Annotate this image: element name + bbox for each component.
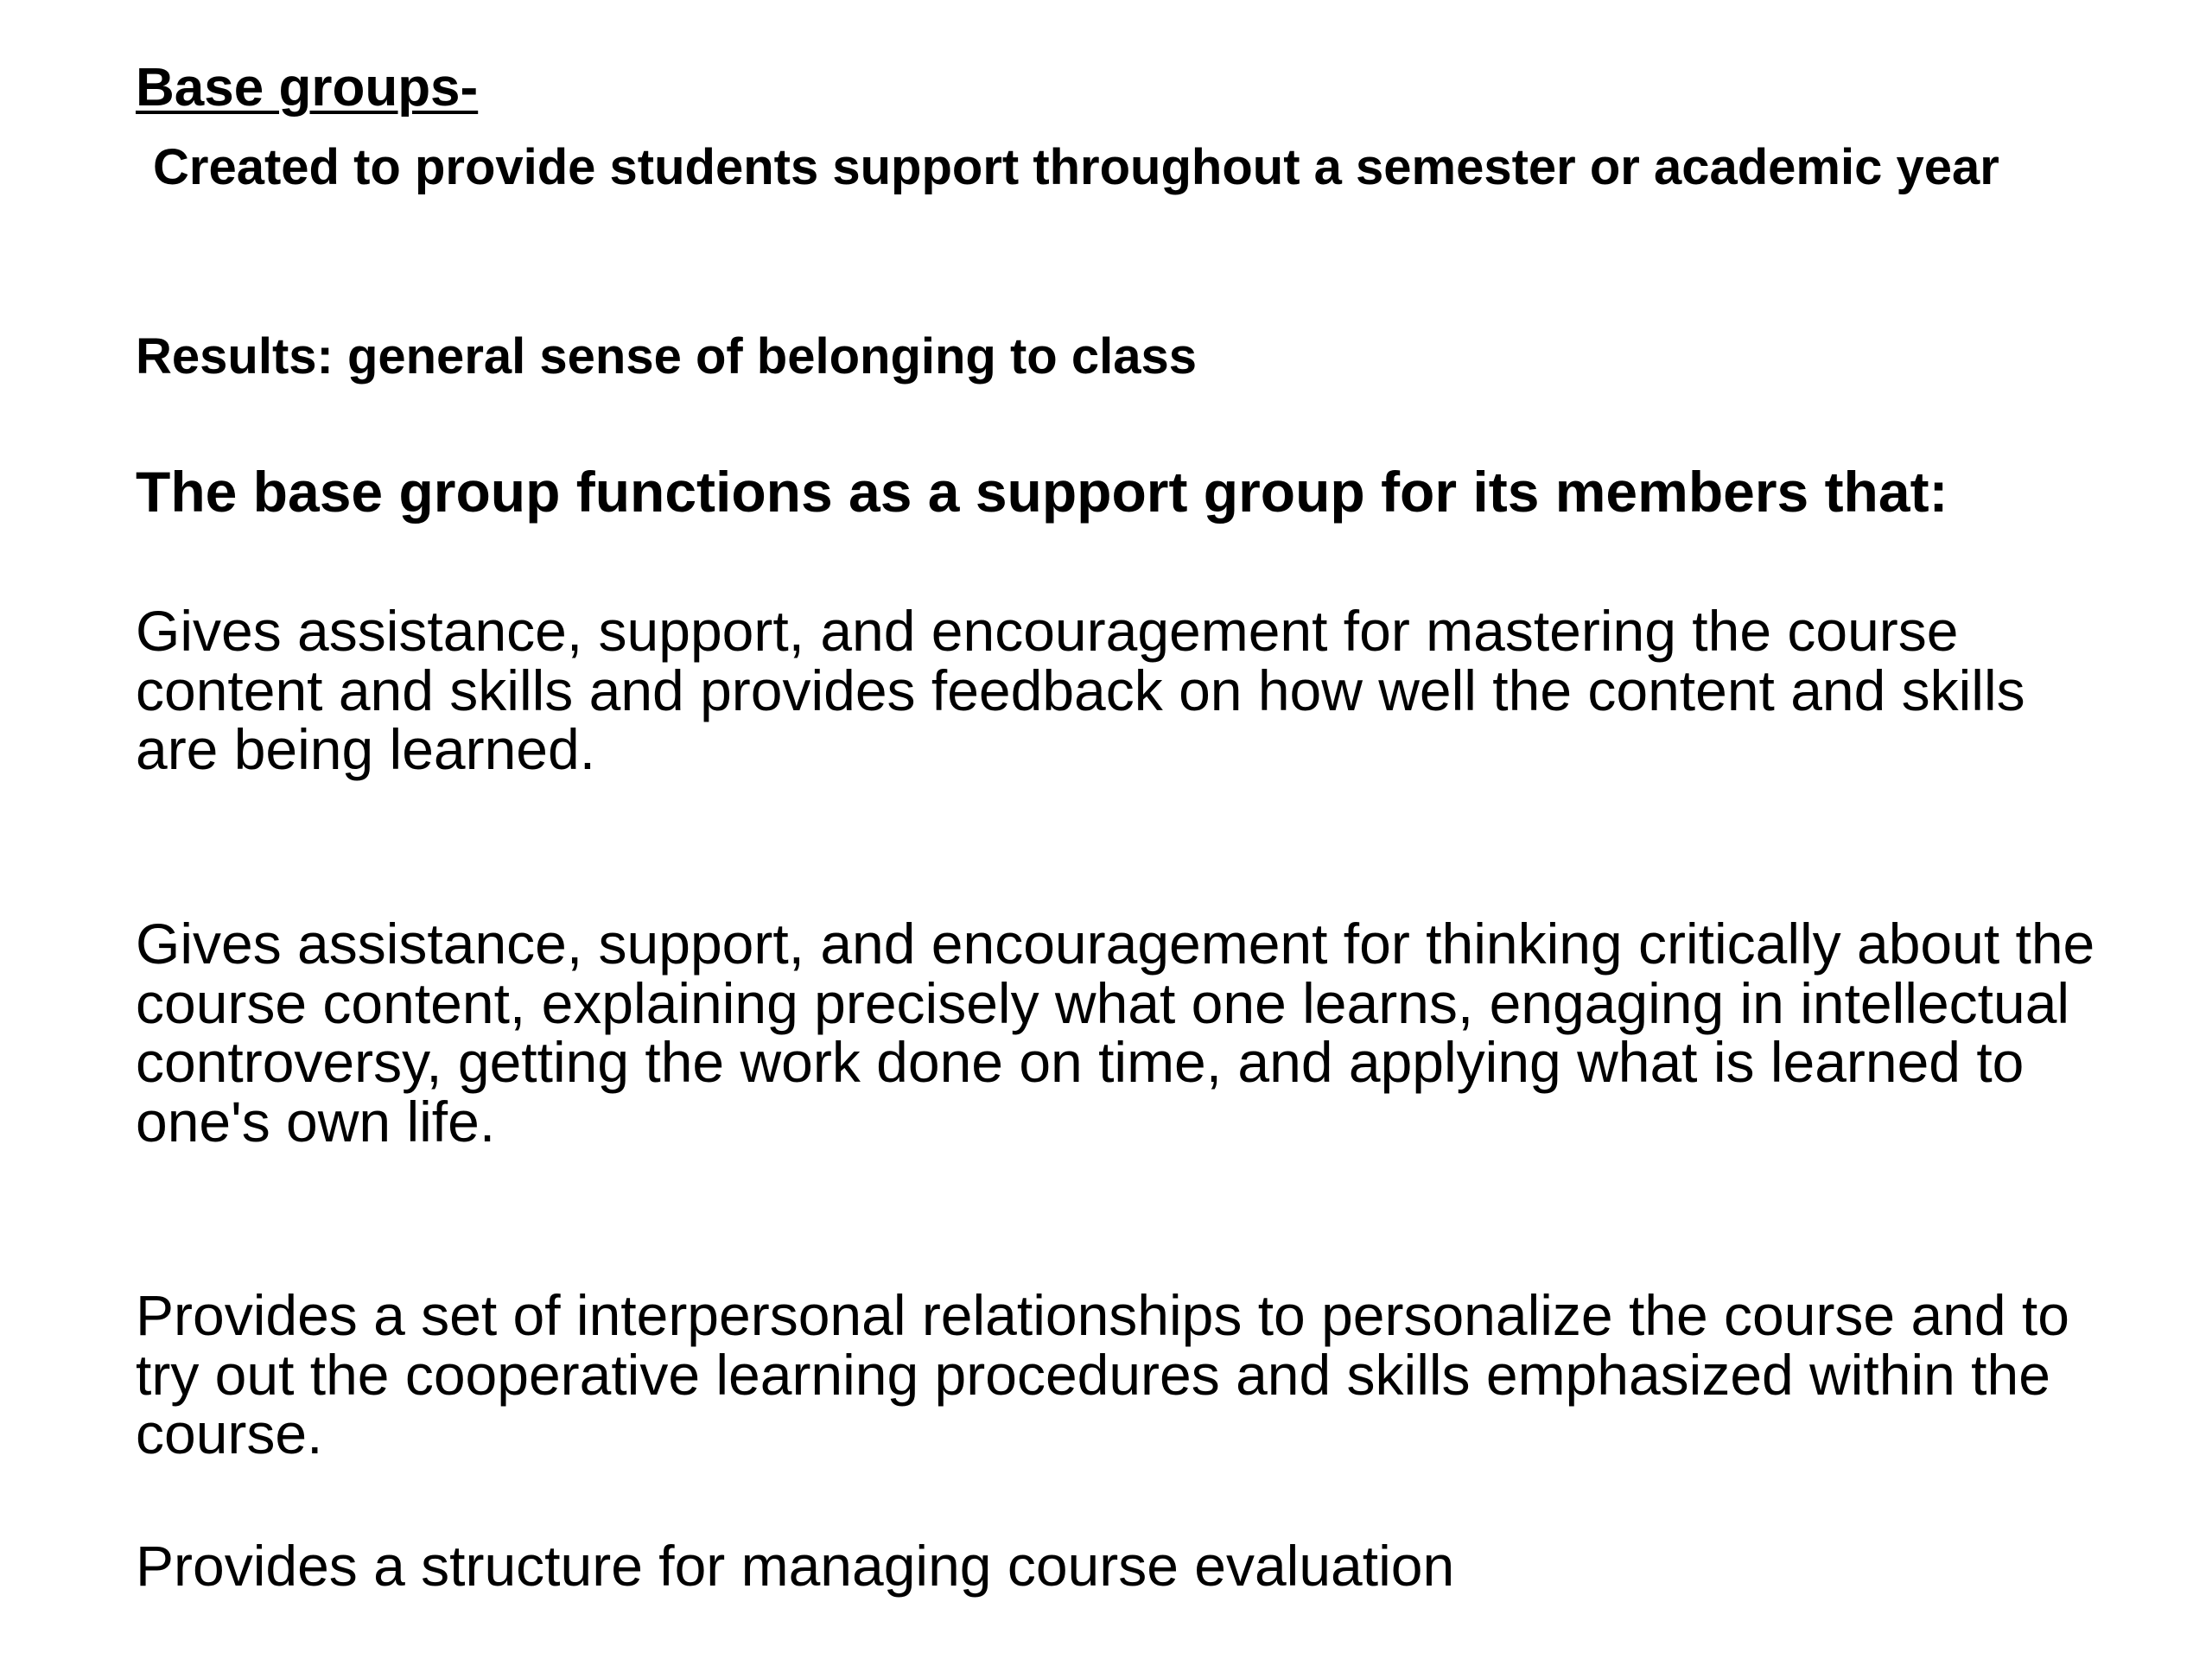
slide-subtitle [136,140,2123,196]
intro-heading: The base group functions as a support group for its members that: [136,460,1948,524]
paragraph-thinking-critically: Gives assistance, support, and encouragement for thinking critically about the course content, explaining precisely what one learns, engaging in intellectual controversy, getting the work done on time, and applying what is learned to one's own life. [136,912,2095,1154]
subtitle-text: Created to provide students support throughout a semester or academic year [153,139,1999,195]
paragraph-course-evaluation: Provides a structure for managing course evaluation [136,1534,1455,1598]
paragraph-mastering-content: Gives assistance, support, and encouragement for mastering the course content and skills and provides feedback on how well the content and skills are being learned. [136,599,2025,782]
slide-title: Base groups- [136,58,479,118]
paragraph-interpersonal-relationships: Provides a set of interpersonal relationships to personalize the course and to try out the cooperative learning procedures and skills emphasized within the course. [136,1283,2069,1466]
results-line: Results: general sense of belonging to class [136,328,1197,385]
